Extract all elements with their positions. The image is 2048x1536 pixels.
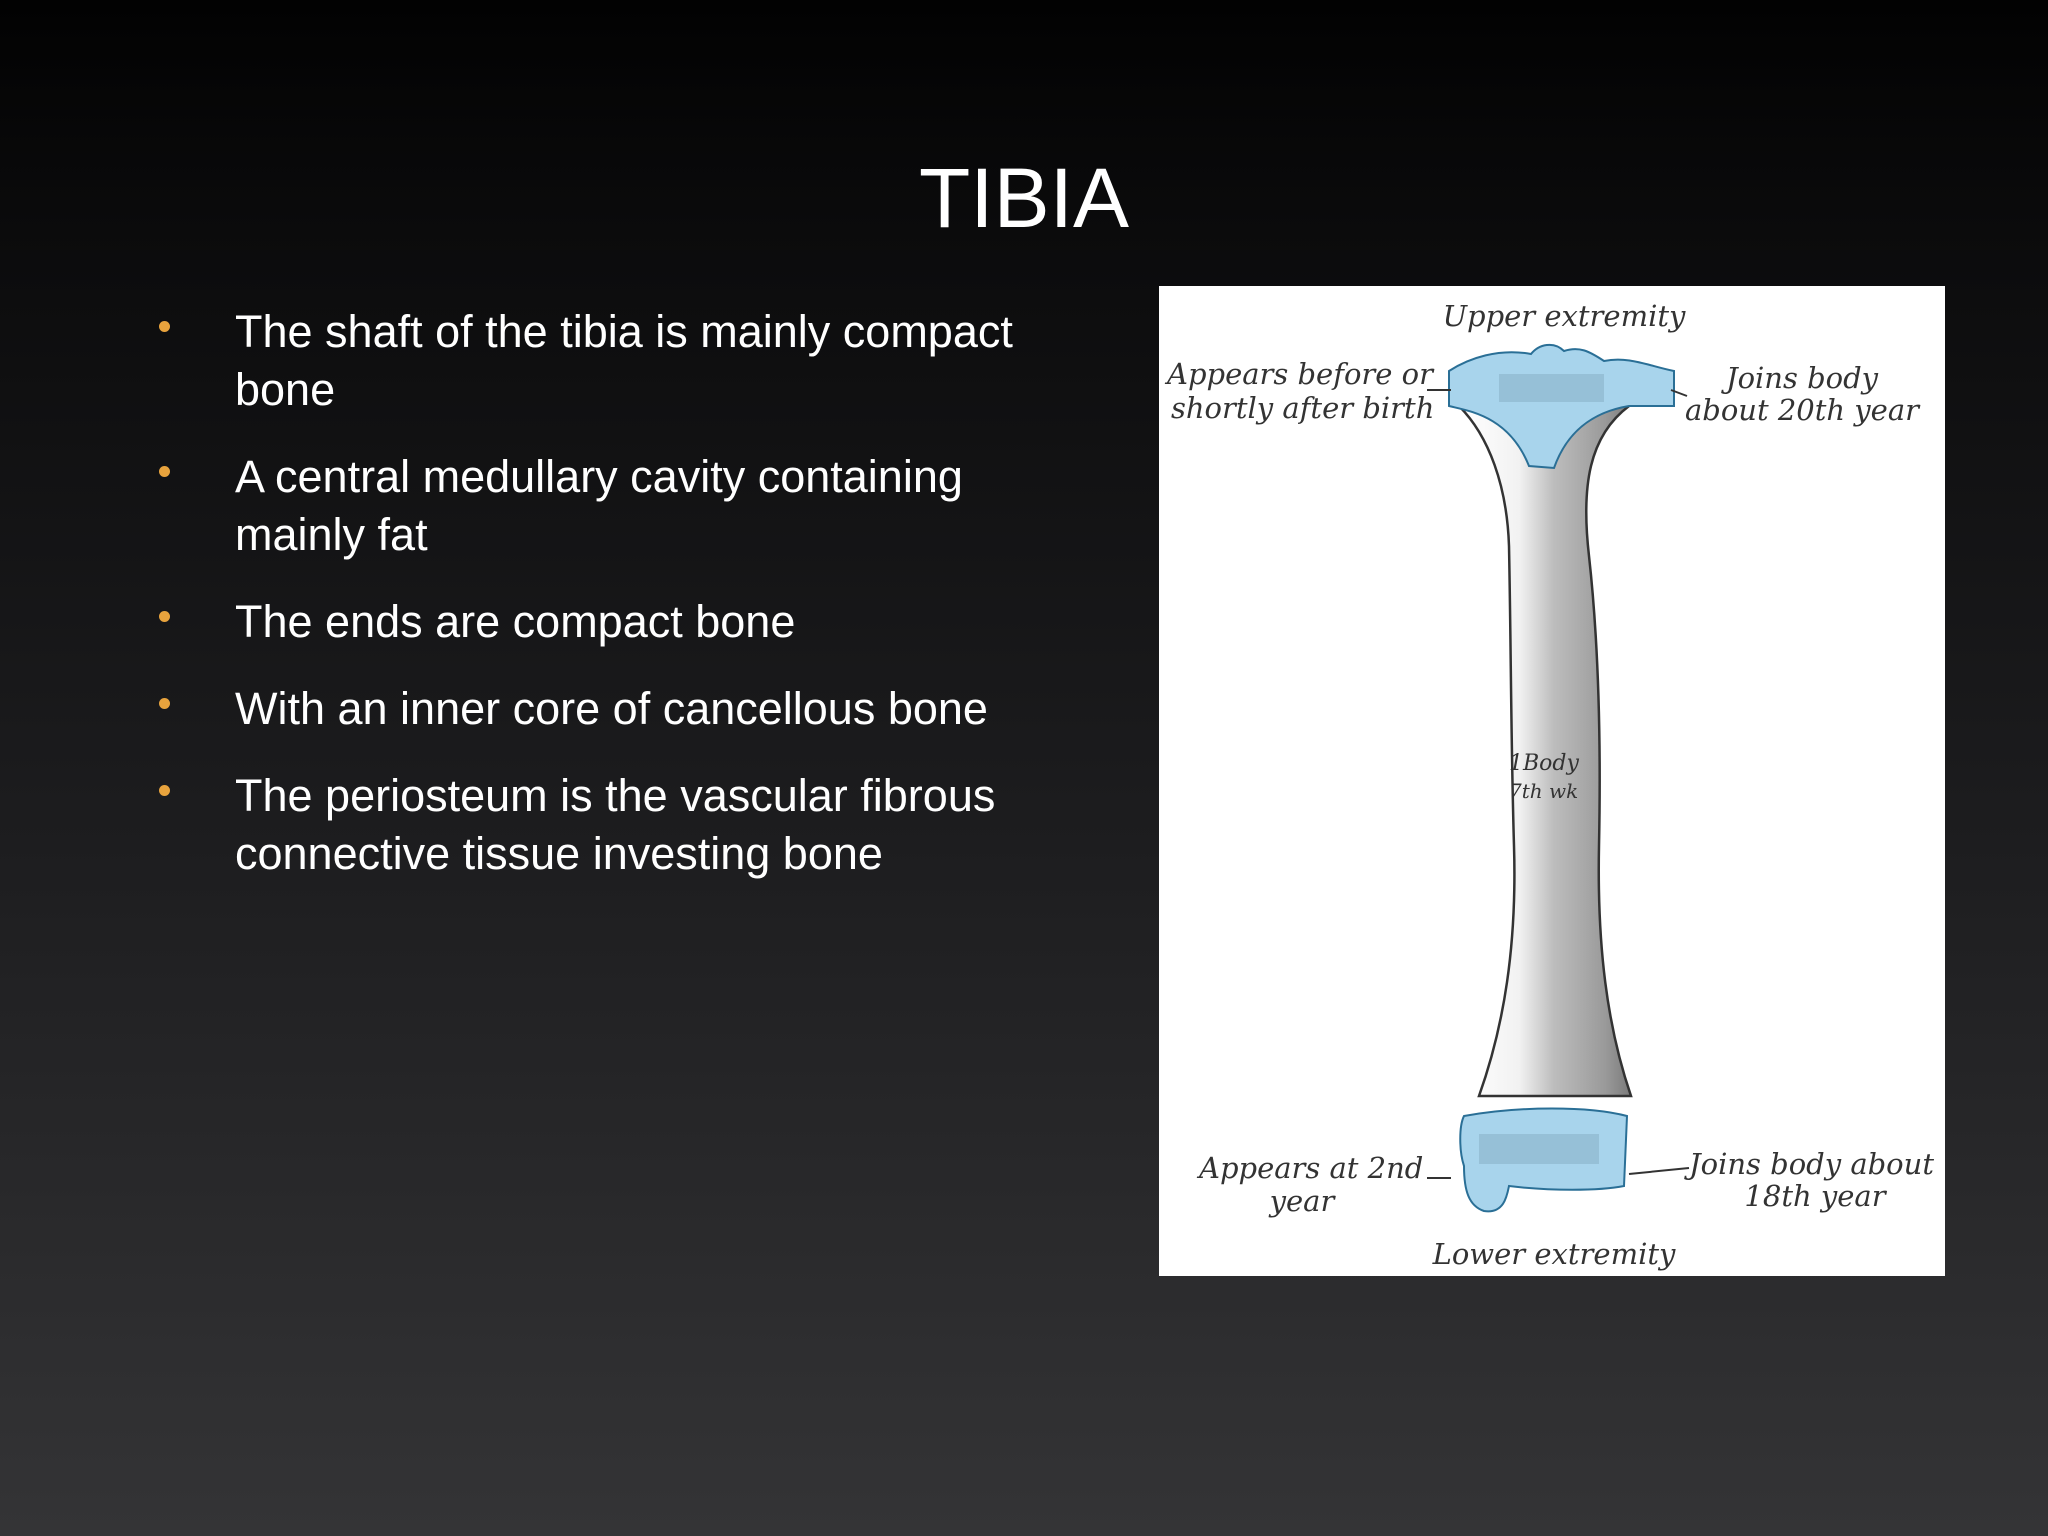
label-joins-body-lower-2: 18th year: [1744, 1179, 1886, 1213]
lower-epiphysis-texture: [1479, 1134, 1599, 1164]
bullet-text: With an inner core of cancellous bone: [235, 683, 988, 734]
label-appears-2nd-1: Appears at 2nd: [1199, 1151, 1424, 1185]
bullet-item: [150, 448, 1100, 564]
label-body-1: 1Body: [1509, 751, 1579, 776]
bullet-dot-icon: [159, 611, 170, 622]
bullet-item: [150, 303, 1100, 419]
slide-title: TIBIA: [918, 151, 1130, 245]
label-joins-body-lower-1: Joins body about: [1689, 1147, 1934, 1181]
bullet-item: [150, 680, 1100, 738]
tibia-diagram: [1159, 286, 1945, 1276]
label-joins-body-upper-2: about 20th year: [1684, 393, 1920, 427]
label-appears-before-1: Appears before or: [1167, 357, 1433, 391]
bullet-text: The periosteum is the vascular fibrous connective tissue investing bone: [235, 770, 996, 879]
label-appears-before-2: shortly after birth: [1171, 391, 1435, 425]
bullet-text: A central medullary cavity containing mainly fat: [235, 451, 963, 560]
bullet-dot-icon: [159, 321, 170, 332]
upper-epiphysis: [1449, 345, 1674, 468]
bullet-text: The ends are compact bone: [235, 596, 796, 647]
bullet-dot-icon: [159, 698, 170, 709]
label-body-2: 7th wk: [1509, 779, 1579, 803]
bullet-item: [150, 593, 1100, 651]
label-appears-2nd-2: year: [1269, 1184, 1335, 1218]
bullet-list: [150, 303, 1100, 912]
bullet-dot-icon: [159, 785, 170, 796]
upper-epiphysis-texture: [1499, 374, 1604, 402]
bullet-item: [150, 767, 1100, 883]
label-lower-extremity: Lower extremity: [1432, 1237, 1676, 1271]
tibia-illustration: [1159, 286, 1945, 1276]
leader-line: [1629, 1168, 1689, 1174]
bullet-dot-icon: [159, 466, 170, 477]
label-joins-body-upper-1: Joins body: [1725, 361, 1879, 395]
bullet-text: The shaft of the tibia is mainly compact bone: [235, 306, 1013, 415]
label-upper-extremity: Upper extremity: [1442, 299, 1686, 333]
